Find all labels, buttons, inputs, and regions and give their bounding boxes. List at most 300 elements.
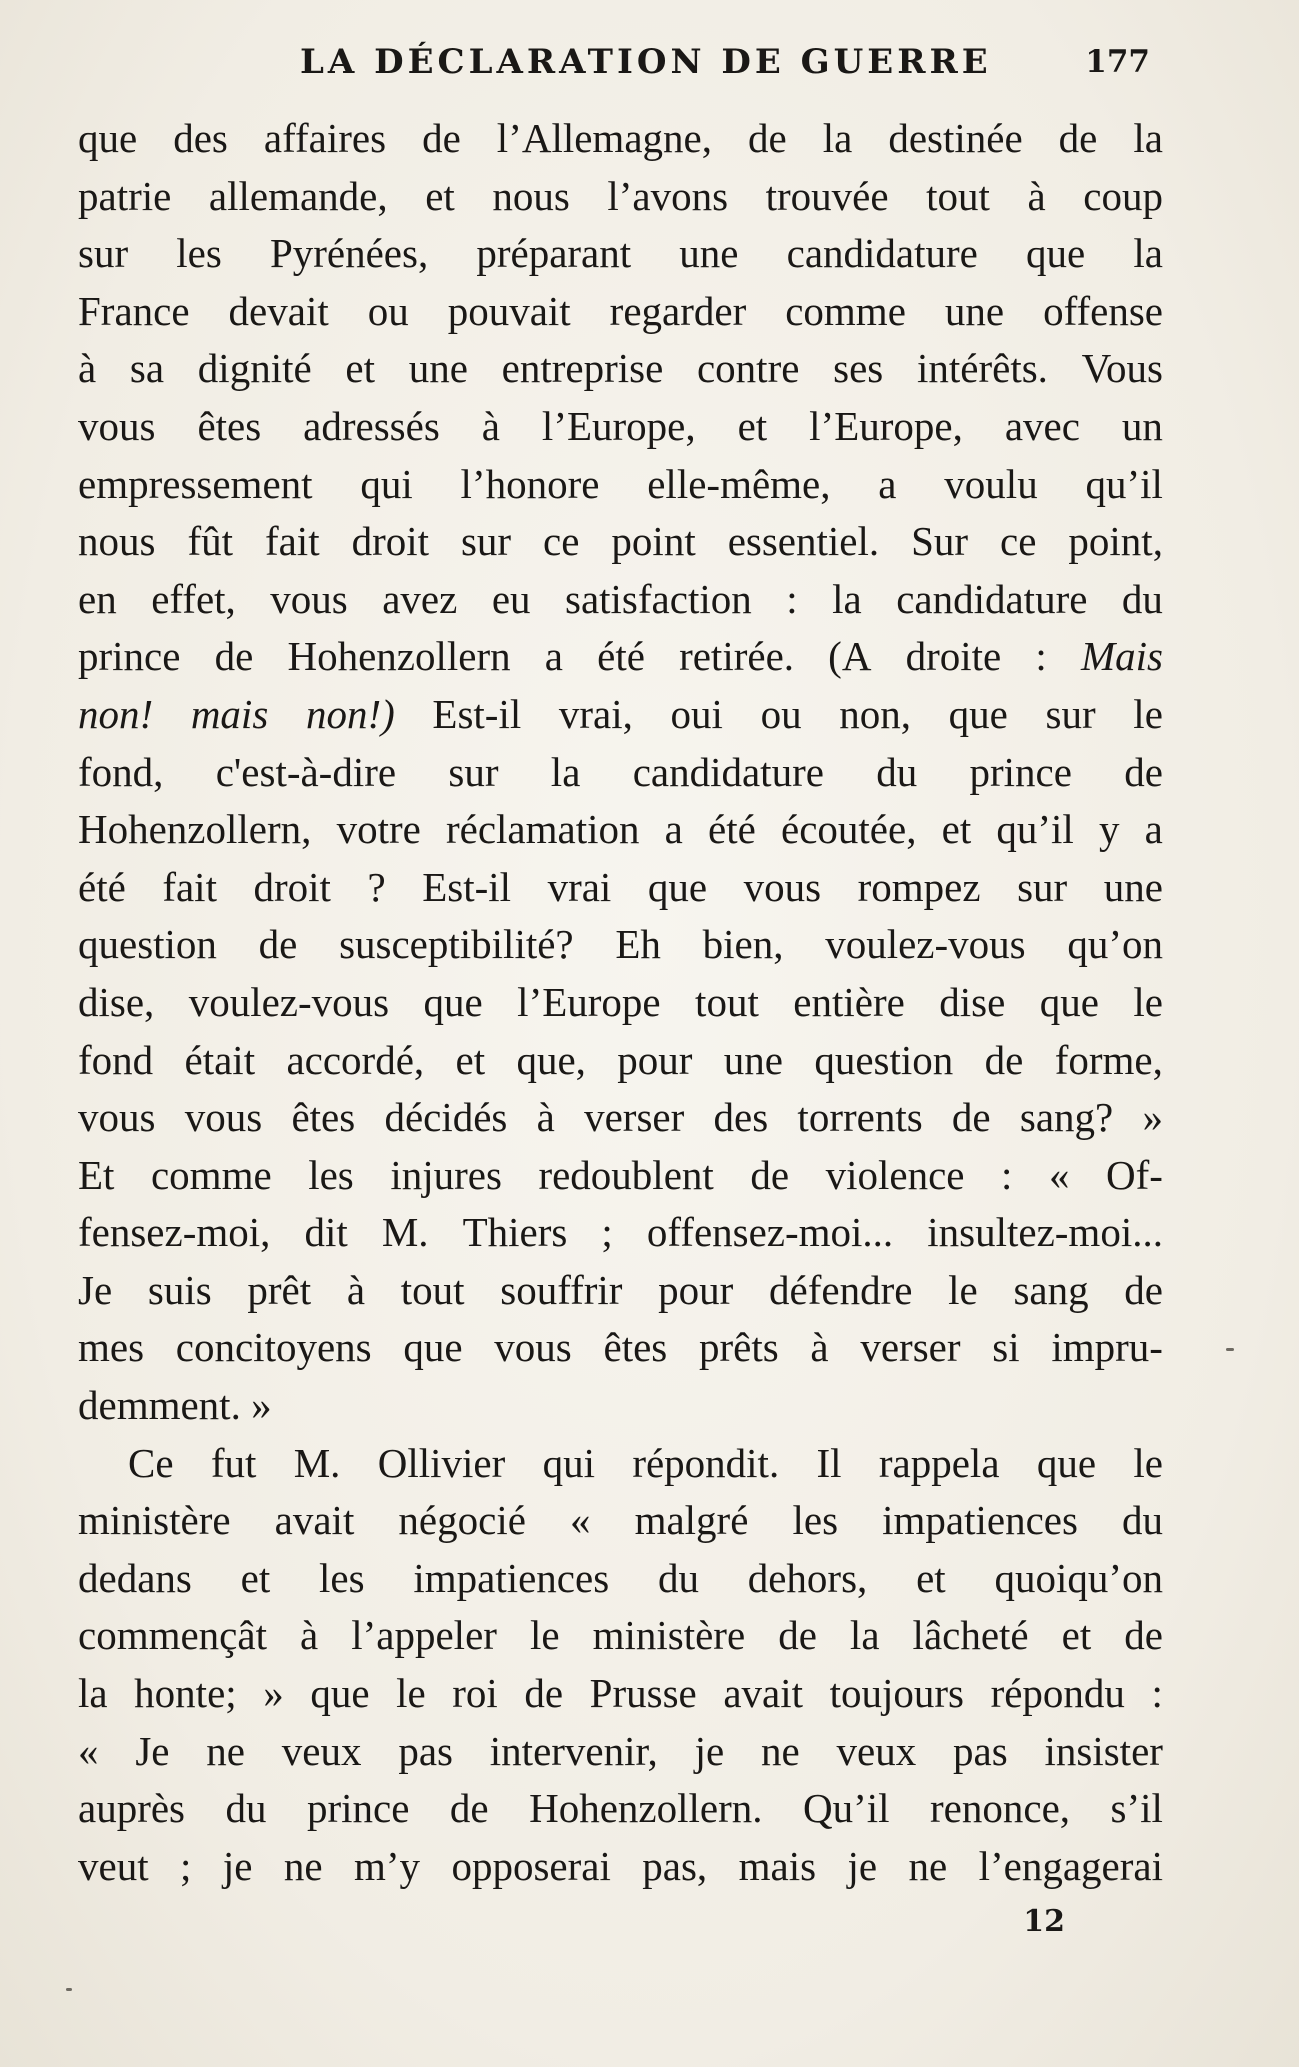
text-line — [78, 801, 1163, 859]
word: à — [536, 1094, 555, 1141]
word: dit — [304, 1209, 348, 1256]
word: était — [184, 1036, 256, 1083]
word: Sur — [911, 518, 969, 565]
word: injures — [390, 1151, 502, 1198]
word: l’avons — [607, 172, 729, 219]
word: fond — [78, 1036, 154, 1083]
word: de — [951, 1094, 991, 1141]
word: sur — [1017, 863, 1068, 910]
word: en — [78, 575, 117, 622]
word: a — [664, 806, 683, 853]
word: suis — [147, 1266, 212, 1313]
word: dise, — [78, 978, 155, 1025]
signature-mark: 12 — [1023, 1904, 1065, 1939]
word: qu’il — [996, 806, 1074, 853]
word: le — [529, 1612, 560, 1659]
word: vrai — [547, 863, 612, 910]
word: « — [78, 1727, 99, 1774]
word: la — [1133, 115, 1163, 161]
word: sang — [1013, 1266, 1089, 1313]
word: Hohenzollern, — [78, 806, 312, 853]
word: êtes — [197, 402, 262, 449]
word: vrai, — [558, 690, 633, 737]
word: droit — [351, 518, 429, 565]
word: commençât — [78, 1612, 267, 1659]
word: vous — [184, 1094, 263, 1141]
word: vous — [270, 575, 348, 622]
word: Ollivier — [377, 1439, 506, 1486]
word: du — [1122, 1497, 1163, 1544]
word: réclamation — [445, 806, 640, 853]
word: de — [984, 1036, 1024, 1083]
page-number: 177 — [1085, 44, 1150, 80]
word: de — [1124, 1612, 1163, 1659]
word: susceptibilité? — [339, 921, 574, 968]
word: de — [449, 1785, 489, 1832]
word: je — [847, 1842, 878, 1889]
word: avez — [382, 575, 458, 622]
word: impatiences — [413, 1554, 610, 1601]
word: droit — [253, 863, 331, 910]
text-line — [78, 1665, 1163, 1723]
word: non! — [78, 690, 154, 737]
word: a — [544, 633, 563, 680]
word: à — [346, 1266, 366, 1313]
text-line — [78, 1780, 1163, 1838]
word: elle-même, — [647, 460, 831, 507]
text-line — [78, 744, 1163, 802]
text-line — [78, 1550, 1163, 1608]
word: à — [1027, 172, 1046, 219]
word: non, — [839, 690, 912, 737]
word: Eh — [615, 921, 661, 968]
word: été — [597, 633, 645, 680]
text-line — [78, 571, 1163, 629]
word: que — [1036, 1439, 1097, 1486]
word: point, — [1068, 518, 1163, 565]
word: ce — [543, 518, 580, 565]
word: candidature — [896, 575, 1088, 622]
word: Je — [135, 1727, 170, 1774]
word: s’il — [1110, 1785, 1163, 1832]
word: vous — [494, 1324, 572, 1371]
word: Est-il — [432, 690, 522, 737]
text-line — [78, 1435, 1163, 1493]
word: Il — [816, 1439, 842, 1486]
text-line — [78, 1492, 1163, 1550]
word: et — [240, 1554, 271, 1601]
word: a — [1144, 806, 1163, 853]
word: sur — [460, 518, 512, 565]
word: mes — [78, 1324, 145, 1371]
word: l’Europe — [517, 978, 661, 1025]
word: (A — [828, 633, 872, 680]
word: honte; — [134, 1670, 237, 1717]
word: une — [408, 345, 468, 392]
word: sa — [129, 345, 165, 392]
word: la — [822, 115, 853, 161]
word: répondu — [990, 1670, 1125, 1717]
word: affaires — [263, 115, 387, 161]
word: vous — [78, 402, 156, 449]
word: mais — [190, 690, 269, 737]
text-line — [78, 1607, 1163, 1665]
word: et — [345, 345, 375, 392]
word: patrie — [78, 172, 172, 219]
word: veux — [836, 1727, 917, 1774]
word: fait — [264, 518, 320, 565]
word: négocié — [398, 1497, 526, 1544]
word: pas, — [642, 1842, 708, 1889]
word: de — [1124, 1266, 1163, 1313]
word: « — [569, 1497, 591, 1544]
text-line — [78, 1723, 1163, 1781]
word: offensez-moi... — [646, 1209, 894, 1256]
word: l’engagerai — [978, 1842, 1163, 1889]
word: la — [1133, 230, 1163, 277]
word: torrents — [797, 1094, 923, 1141]
word: coup — [1083, 172, 1163, 219]
word: « — [1048, 1151, 1070, 1198]
word: Mais — [1080, 633, 1163, 680]
word: mais — [738, 1842, 817, 1889]
word: les — [792, 1497, 839, 1544]
word: des — [713, 1094, 769, 1141]
word: de — [1058, 115, 1098, 161]
word: vous — [78, 1094, 156, 1141]
word: adressés — [303, 402, 440, 449]
word: ses — [833, 345, 884, 392]
word: avait — [274, 1497, 355, 1544]
word: » — [263, 1670, 284, 1717]
word: le — [948, 1266, 978, 1313]
word: non!) — [305, 690, 395, 737]
word: pouvait — [447, 287, 571, 334]
word: contre — [696, 345, 800, 392]
word: satisfaction — [565, 575, 752, 622]
word: question — [814, 1036, 954, 1083]
word: à — [78, 345, 97, 392]
word: et — [941, 806, 972, 853]
text-line — [78, 225, 1163, 283]
word: écoutée, — [781, 806, 917, 853]
word: à — [300, 1612, 319, 1659]
text-line — [78, 283, 1163, 341]
word: retirée. — [679, 633, 795, 680]
text-line — [78, 340, 1163, 398]
word: allemande, — [208, 172, 388, 219]
word: voulu — [944, 460, 1038, 507]
word: concitoyens — [175, 1324, 372, 1371]
word: que — [1026, 230, 1086, 277]
word: auprès — [78, 1785, 186, 1832]
word: a — [878, 460, 897, 507]
word: souffrir — [500, 1266, 623, 1313]
word: dise — [939, 978, 1006, 1025]
word: du — [225, 1785, 267, 1832]
word: intervenir, — [489, 1727, 658, 1774]
word: tout — [695, 978, 759, 1025]
text-line — [78, 1319, 1163, 1377]
word: M. — [381, 1209, 429, 1256]
word: prince — [78, 633, 181, 680]
word: le — [1133, 1439, 1163, 1486]
word: et — [737, 402, 768, 449]
text-line — [78, 1377, 1163, 1435]
word: fensez-moi, — [78, 1209, 271, 1256]
word: Ce — [128, 1439, 174, 1486]
word: opposerai — [451, 1842, 611, 1889]
word: je — [222, 1842, 253, 1889]
word: avait — [723, 1670, 804, 1717]
word: une — [1103, 863, 1163, 910]
word: » — [1142, 1094, 1163, 1141]
word: le — [1133, 690, 1163, 737]
text-line — [78, 398, 1163, 456]
word: prince — [969, 748, 1072, 795]
word: ? — [367, 863, 386, 910]
word: point — [611, 518, 696, 565]
word: comme — [785, 287, 906, 334]
word: Hohenzollern. — [529, 1785, 763, 1832]
word: sur — [1045, 690, 1096, 737]
word: du — [876, 748, 918, 795]
margin-speck — [66, 1988, 72, 1991]
word: que, — [516, 1036, 586, 1083]
word: Hohenzollern — [287, 633, 511, 680]
text-line — [78, 859, 1163, 917]
word: ou — [367, 287, 409, 334]
word: verser — [860, 1324, 961, 1371]
word: Je — [78, 1266, 113, 1313]
word: et — [455, 1036, 486, 1083]
word: ; — [601, 1209, 613, 1256]
word: fond, — [78, 748, 164, 795]
word: y — [1099, 806, 1120, 853]
word: nous — [78, 518, 156, 565]
word: répondit. — [632, 1439, 780, 1486]
word: et — [916, 1554, 946, 1601]
word: qui — [360, 460, 413, 507]
word: de — [422, 115, 461, 161]
word: nous — [492, 172, 570, 219]
word: dedans — [78, 1554, 192, 1601]
word: ne — [283, 1842, 323, 1889]
word: ne — [760, 1727, 800, 1774]
word: que — [1039, 978, 1099, 1025]
word: : — [1001, 1151, 1013, 1198]
word: que — [310, 1670, 370, 1717]
word: Vous — [1081, 345, 1163, 392]
word: veut — [78, 1842, 149, 1889]
word: du — [657, 1554, 699, 1601]
word: eu — [491, 575, 531, 622]
word: roi — [452, 1670, 498, 1717]
chapter-title: LA DÉCLARATION DE GUERRE — [300, 42, 992, 82]
word: question — [78, 921, 217, 968]
word: rappela — [878, 1439, 1000, 1486]
text-line — [78, 1204, 1163, 1262]
word: prêts — [698, 1324, 779, 1371]
word: fait — [162, 863, 217, 910]
word: à — [481, 402, 500, 449]
word: accordé, — [286, 1036, 425, 1083]
word: insultez-moi... — [927, 1209, 1163, 1256]
word: verser — [584, 1094, 685, 1141]
word: pour — [658, 1266, 734, 1313]
word: dehors, — [747, 1554, 868, 1601]
word: le — [396, 1670, 426, 1717]
word: renonce, — [930, 1785, 1071, 1832]
word: fut — [210, 1439, 257, 1486]
word: ce — [1000, 518, 1037, 565]
word: comme — [150, 1151, 272, 1198]
word: avec — [1004, 402, 1080, 449]
word: la — [849, 1612, 880, 1659]
word: redoublent — [538, 1151, 714, 1198]
text-line — [78, 1089, 1163, 1147]
word: êtes — [603, 1324, 668, 1371]
word: Thiers — [462, 1209, 568, 1256]
word: rompez — [857, 863, 981, 910]
word: que — [78, 115, 138, 161]
word: France — [78, 287, 190, 334]
word: pas — [953, 1727, 1008, 1774]
word: prêt — [247, 1266, 312, 1313]
text-line — [78, 456, 1163, 514]
word: : — [1151, 1670, 1163, 1717]
word: oui — [670, 690, 723, 737]
word: candidature — [786, 230, 978, 277]
word: la — [832, 575, 862, 622]
word: des — [173, 115, 228, 161]
word: qui — [542, 1439, 595, 1486]
word: M. — [293, 1439, 341, 1486]
word: sur — [78, 230, 129, 277]
word: Qu’il — [802, 1785, 890, 1832]
word: Est-il — [422, 863, 512, 910]
word: demment. — [78, 1382, 241, 1429]
word: le — [1133, 978, 1163, 1025]
word: destinée — [888, 115, 1023, 161]
word: et — [425, 172, 455, 219]
word: les — [319, 1554, 365, 1601]
word: du — [1121, 575, 1163, 622]
word: Et — [78, 1151, 115, 1198]
word: ; — [180, 1842, 192, 1889]
word: que — [423, 978, 483, 1025]
word: ne — [206, 1727, 245, 1774]
word: forme, — [1054, 1036, 1163, 1083]
word: entreprise — [501, 345, 664, 392]
word: êtes — [291, 1094, 356, 1141]
word: une — [679, 230, 739, 277]
word: toujours — [829, 1670, 964, 1717]
word: : — [1035, 633, 1047, 680]
text-line — [78, 1147, 1163, 1205]
word: m’y — [353, 1842, 421, 1889]
word: ministère — [592, 1612, 746, 1659]
word: je — [694, 1727, 725, 1774]
word: que — [948, 690, 1008, 737]
word: à — [810, 1324, 829, 1371]
text-line — [78, 628, 1163, 686]
word: quoiqu’on — [994, 1554, 1163, 1601]
word: sang? — [1019, 1094, 1114, 1141]
word: tout — [926, 172, 990, 219]
text-line — [78, 1262, 1163, 1320]
word: voulez-vous — [188, 978, 390, 1025]
word: prince — [306, 1785, 410, 1832]
text-line — [78, 168, 1163, 226]
word: candidature — [632, 748, 824, 795]
text-line — [78, 974, 1163, 1032]
word: vous — [743, 863, 822, 910]
text-line — [78, 686, 1163, 744]
word: insister — [1044, 1727, 1163, 1774]
word: défendre — [769, 1266, 913, 1313]
word: les — [176, 230, 222, 277]
word: empressement — [78, 460, 313, 507]
word: pour — [617, 1036, 693, 1083]
word: de — [214, 633, 254, 680]
word: pas — [398, 1727, 453, 1774]
word: ministère — [78, 1497, 231, 1544]
word: de — [258, 921, 298, 968]
word: violence — [825, 1151, 965, 1198]
word: Pyrénées, — [269, 230, 429, 277]
word: de — [1124, 748, 1163, 795]
word: Of- — [1106, 1151, 1163, 1198]
word: c'est-à-dire — [215, 748, 397, 795]
word: malgré — [634, 1497, 749, 1544]
word: la — [550, 748, 581, 795]
word: l’Europe, — [541, 402, 696, 449]
word: la — [78, 1670, 108, 1717]
word: essentiel. — [727, 518, 880, 565]
word: entière — [793, 978, 905, 1025]
word: ou — [760, 690, 802, 737]
word: impru- — [1051, 1324, 1163, 1371]
word: bien, — [702, 921, 784, 968]
body-text — [78, 110, 1163, 1895]
word: impatiences — [882, 1497, 1078, 1544]
word: » — [251, 1382, 272, 1429]
word: une — [723, 1036, 783, 1083]
word: devait — [228, 287, 329, 334]
text-line — [78, 1032, 1163, 1090]
word: votre — [336, 806, 421, 853]
word: veux — [281, 1727, 362, 1774]
word: tout — [400, 1266, 465, 1313]
word: de — [524, 1670, 564, 1717]
word: l’honore — [460, 460, 600, 507]
word: les — [308, 1151, 354, 1198]
word: regarder — [609, 287, 747, 334]
word: que — [647, 863, 708, 910]
word: que — [403, 1324, 463, 1371]
word: : — [786, 575, 798, 622]
word: droite — [905, 633, 1002, 680]
text-line — [78, 110, 1163, 168]
word: été — [708, 806, 756, 853]
margin-speck — [1226, 1348, 1234, 1351]
word: un — [1121, 402, 1163, 449]
word: qu’il — [1085, 460, 1163, 507]
text-line — [78, 916, 1163, 974]
word: l’appeler — [351, 1612, 497, 1659]
text-line — [78, 1838, 1163, 1896]
